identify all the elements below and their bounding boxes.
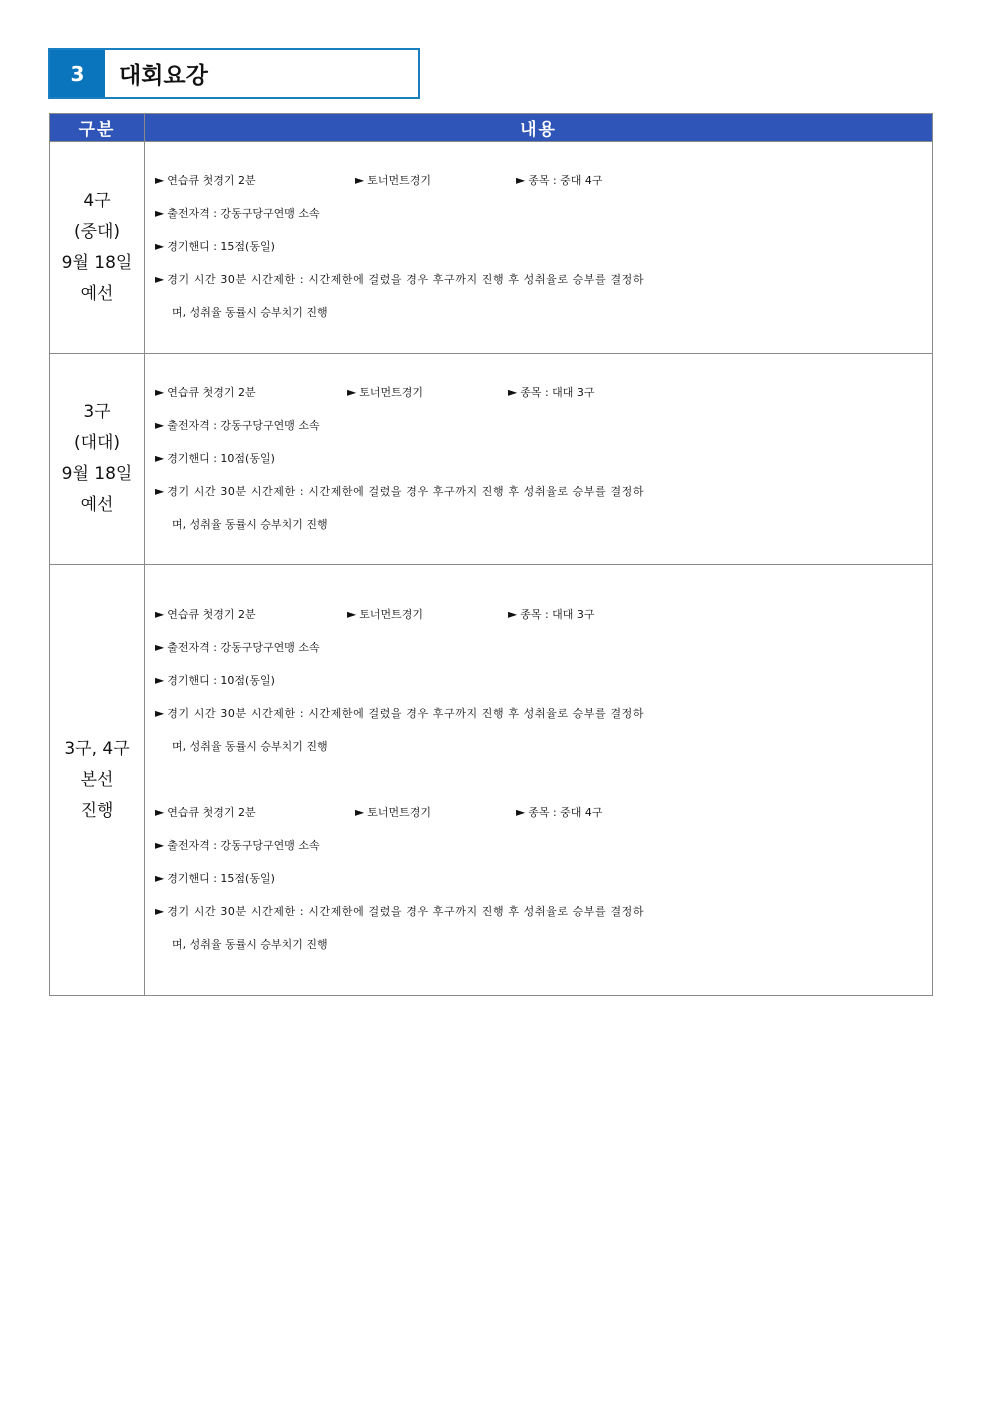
info-line: ► 경기핸디 : 15점(동일) (155, 230, 922, 263)
table-row (50, 354, 933, 565)
label-line: 예선 (80, 495, 114, 515)
label-line: (중대) (73, 221, 121, 242)
info-line: ► 경기 시간 30분 시간제한 : 시간제한에 걸렸을 경우 후구까지 진행 후 성취율로 승부를 결정하 (155, 895, 922, 928)
right-pointer-icon: ► (508, 385, 518, 399)
info-line: ► 경기핸디 : 10점(동일) (155, 664, 922, 697)
label-line: 3구 (83, 402, 111, 422)
row-label (50, 565, 145, 996)
row-label (50, 354, 145, 565)
right-pointer-icon: ► (155, 871, 165, 885)
row-label (50, 142, 145, 354)
right-pointer-icon: ► (155, 418, 165, 432)
right-pointer-icon: ► (155, 607, 165, 621)
header-category: 구분 (50, 114, 145, 142)
label-line: 예선 (80, 283, 114, 304)
right-pointer-icon: ► (155, 451, 165, 465)
info-line: ► 경기핸디 : 15점(동일) (155, 862, 922, 895)
label-line: 9월 18일 (61, 252, 133, 273)
row-content (145, 142, 933, 354)
info-line: 며, 성취율 동률시 승부치기 진행 (172, 306, 328, 319)
right-pointer-icon: ► (155, 640, 165, 654)
right-pointer-icon: ► (155, 272, 165, 286)
row-content (145, 354, 933, 565)
info-line: ► 연습큐 첫경기 2분 ► 토너먼트경기 ► 종목 : 중대 4구 (155, 805, 603, 819)
right-pointer-icon: ► (155, 173, 165, 187)
right-pointer-icon: ► (355, 173, 365, 187)
info-line: ► 경기 시간 30분 시간제한 : 시간제한에 걸렸을 경우 후구까지 진행 후 성취율로 승부를 결정하 (155, 263, 922, 296)
info-line: ► 연습큐 첫경기 2분 ► 토너먼트경기 ► 종목 : 중대 4구 (155, 173, 603, 187)
info-line: ► 연습큐 첫경기 2분 ► 토너먼트경기 ► 종목 : 대대 3구 (155, 385, 595, 399)
table-row (50, 565, 933, 996)
table-header-row (50, 114, 933, 142)
label-line: 3구, 4구 (64, 738, 130, 759)
info-line: ► 연습큐 첫경기 2분 ► 토너먼트경기 ► 종목 : 대대 3구 (155, 607, 595, 621)
section-title: 대회요강 (119, 63, 208, 89)
section-header (48, 48, 420, 99)
info-line: ► 경기 시간 30분 시간제한 : 시간제한에 걸렸을 경우 후구까지 진행 후 성취율로 승부를 결정하 (155, 475, 922, 508)
header-content: 내용 (145, 114, 933, 142)
info-line: ► 출전자격 : 강동구당구연맹 소속 (155, 631, 922, 664)
info-line: ► 출전자격 : 강동구당구연맹 소속 (155, 409, 922, 442)
info-line: 며, 성취율 동률시 승부치기 진행 (172, 938, 328, 951)
label-line: 본선 (80, 769, 114, 790)
right-pointer-icon: ► (155, 239, 165, 253)
info-line: ► 경기 시간 30분 시간제한 : 시간제한에 걸렸을 경우 후구까지 진행 후 성취율로 승부를 결정하 (155, 697, 922, 730)
right-pointer-icon: ► (355, 805, 365, 819)
info-line: ► 출전자격 : 강동구당구연맹 소속 (155, 829, 922, 862)
right-pointer-icon: ► (508, 607, 518, 621)
table-row (50, 142, 933, 354)
row-content (145, 565, 933, 996)
right-pointer-icon: ► (155, 673, 165, 687)
info-line: ► 출전자격 : 강동구당구연맹 소속 (155, 197, 922, 230)
right-pointer-icon: ► (155, 904, 165, 918)
label-line: 9월 18일 (61, 464, 133, 484)
right-pointer-icon: ► (155, 805, 165, 819)
section-number: 3 (50, 50, 105, 97)
right-pointer-icon: ► (155, 838, 165, 852)
info-line: ► 경기핸디 : 10점(동일) (155, 442, 922, 475)
right-pointer-icon: ► (516, 173, 526, 187)
right-pointer-icon: ► (155, 385, 165, 399)
right-pointer-icon: ► (347, 607, 357, 621)
right-pointer-icon: ► (347, 385, 357, 399)
label-line: 4구 (83, 190, 111, 211)
right-pointer-icon: ► (155, 706, 165, 720)
label-line: 진행 (80, 800, 114, 821)
info-line: 며, 성취율 동률시 승부치기 진행 (172, 518, 328, 531)
label-line: (대대) (73, 433, 121, 453)
info-line: 며, 성취율 동률시 승부치기 진행 (172, 740, 328, 753)
right-pointer-icon: ► (516, 805, 526, 819)
tournament-rules-table (49, 113, 933, 996)
right-pointer-icon: ► (155, 484, 165, 498)
right-pointer-icon: ► (155, 206, 165, 220)
